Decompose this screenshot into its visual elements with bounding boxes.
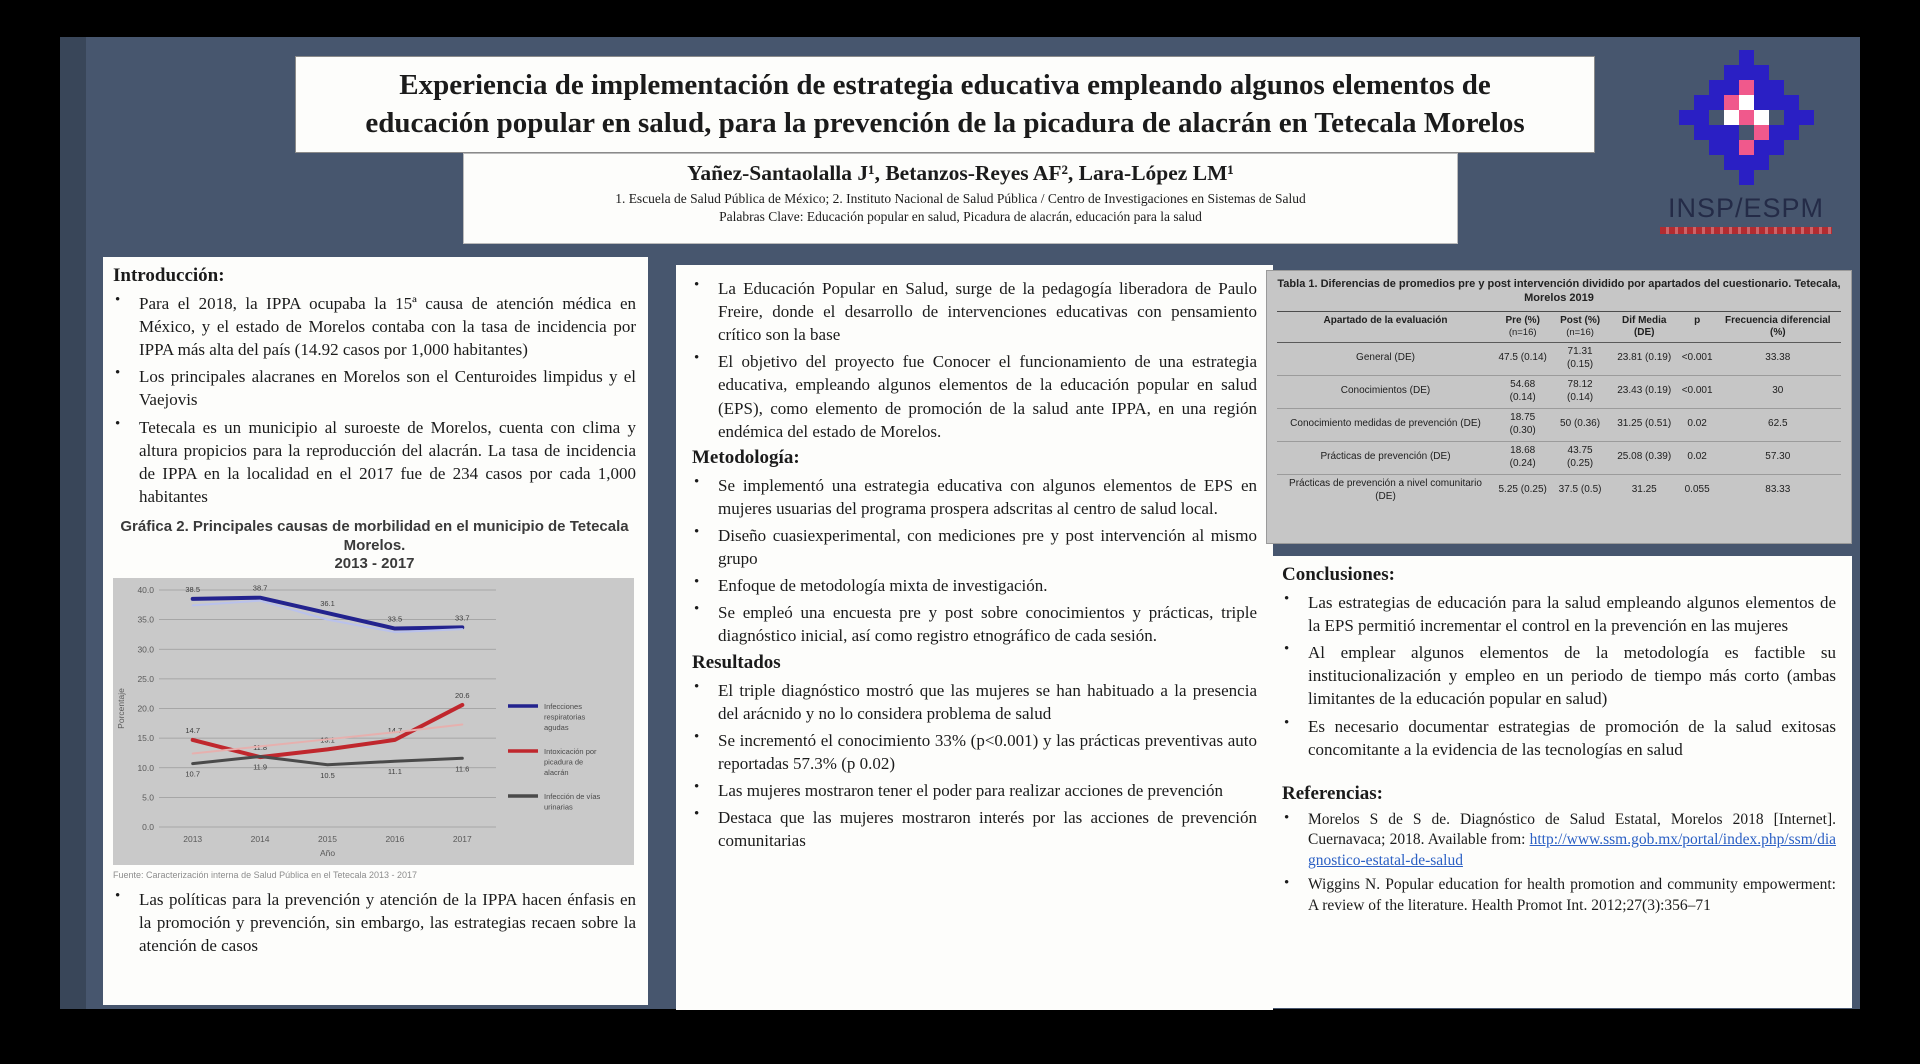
x-tick-label: 2015 bbox=[318, 834, 337, 845]
legend-label: Intoxicación por bbox=[544, 747, 597, 757]
table-cell: 71.31 (0.15) bbox=[1567, 346, 1594, 370]
series-line-infecci-n-de-v-as-urinarias bbox=[193, 757, 463, 765]
bullet-item bbox=[113, 416, 636, 508]
y-tick-label: 25.0 bbox=[137, 674, 154, 685]
table-cell: 0.055 bbox=[1680, 474, 1715, 507]
reference-text: Morelos S de S de. Diagnóstico de Salud Estatal, Morelos 2018 [Internet]. Cuernavaca; 2018. Available from: http://www.ssm.gob.mx/portal/index.php/ssm/diagnostico-estatal-de-salud bbox=[1308, 810, 1836, 869]
data-point-label: 14.7 bbox=[185, 726, 201, 736]
legend-label: Infecciones bbox=[544, 702, 582, 712]
table-cell: Conocimiento medidas de prevención (DE) bbox=[1277, 408, 1494, 441]
bullet-text: Destaca que las mujeres mostraron interés por las acciones de prevención comunitarias bbox=[718, 808, 1257, 851]
y-tick-label: 35.0 bbox=[137, 614, 154, 625]
table-cell: 18.75 (0.30) bbox=[1494, 408, 1551, 441]
morbidity-line-chart bbox=[113, 578, 634, 865]
insp-espm-logo-tagline bbox=[1660, 227, 1832, 234]
table-cell: 83.33 bbox=[1715, 474, 1841, 507]
table-header-cell: Post (%) (n=16) bbox=[1560, 314, 1601, 338]
y-tick-label: 10.0 bbox=[137, 762, 154, 773]
table-header-cell: Apartado de la evaluación bbox=[1323, 314, 1448, 326]
keywords-line: Palabras Clave: Educación popular en salud, Picadura de alacrán, educación para la salud bbox=[719, 209, 1202, 224]
bullet-item bbox=[692, 524, 1257, 570]
chart-source-note: Fuente: Caracterización interna de Salud Pública en el Tetecala 2013 - 2017 bbox=[113, 870, 418, 881]
logo-pixel bbox=[1724, 80, 1739, 95]
bullet-item bbox=[1282, 641, 1836, 710]
middle-panel bbox=[676, 265, 1273, 1010]
logo-pixel bbox=[1739, 80, 1754, 95]
logo-pixel bbox=[1769, 140, 1784, 155]
logo-pixel bbox=[1694, 125, 1709, 140]
bullet-marker: • bbox=[1284, 714, 1290, 731]
logo-pixel bbox=[1769, 80, 1784, 95]
bullet-text: Las mujeres mostraron tener el poder para realizar acciones de prevención bbox=[718, 780, 1224, 800]
bullet-marker: • bbox=[115, 415, 121, 432]
results-table-panel bbox=[1266, 270, 1852, 544]
table-cell: 23.43 (0.19) bbox=[1609, 375, 1680, 408]
bullet-text: Es necesario documentar estrategias de promoción de la salud exitosas concomitante a la evidencia de las tecnologías en salud bbox=[1308, 716, 1836, 759]
bullet-marker: • bbox=[1284, 875, 1290, 892]
bullet-marker: • bbox=[694, 806, 700, 823]
logo-pixel bbox=[1724, 140, 1739, 155]
table-header-cell: p bbox=[1694, 314, 1701, 326]
logo-pixel bbox=[1754, 95, 1769, 110]
reference-item bbox=[1282, 810, 1836, 871]
table-cell: Conocimientos (DE) bbox=[1277, 375, 1494, 408]
x-axis-title: Año bbox=[319, 848, 336, 859]
y-tick-label: 30.0 bbox=[137, 644, 154, 655]
methodology-heading: Metodología: bbox=[692, 446, 800, 468]
bullet-item bbox=[692, 601, 1257, 647]
bullet-item bbox=[692, 574, 1257, 597]
introduction-closing-bullet-list bbox=[113, 888, 636, 957]
table-cell: <0.001 bbox=[1681, 352, 1713, 364]
logo-pixel bbox=[1709, 125, 1724, 140]
logo-pixel bbox=[1784, 125, 1799, 140]
logo-pixel bbox=[1754, 65, 1769, 80]
bullet-text: Tetecala es un municipio al suroeste de Morelos, cuenta con clima y altura propicios para la reproducción del alacrán. La tasa de incidencia de IPPA en la localidad en el 2017 fue de 234 casos por cada 1,000 habitantes bbox=[139, 417, 636, 506]
logo-pixel bbox=[1694, 95, 1709, 110]
bullet-marker: • bbox=[1284, 809, 1290, 826]
results-heading: Resultados bbox=[692, 651, 781, 673]
table-cell: 62.5 bbox=[1715, 408, 1841, 441]
x-tick-label: 2016 bbox=[385, 834, 405, 845]
table-cell: 18.68 (0.24) bbox=[1494, 441, 1551, 474]
introduction-bullet-list bbox=[113, 292, 636, 508]
introduction-panel bbox=[103, 257, 648, 1005]
bullet-item bbox=[692, 679, 1257, 725]
legend-label: Infección de vías bbox=[544, 792, 601, 802]
table-header-cell: Dif Media (DE) bbox=[1621, 314, 1667, 338]
methodology-bullet-list bbox=[692, 474, 1257, 648]
table-row bbox=[1277, 474, 1841, 507]
y-tick-label: 40.0 bbox=[137, 585, 154, 596]
logo-pixel bbox=[1754, 110, 1769, 125]
x-tick-label: 2013 bbox=[183, 834, 203, 845]
logo-pixel bbox=[1709, 95, 1724, 110]
bullet-marker: • bbox=[694, 778, 700, 795]
table-cell: 0.02 bbox=[1680, 441, 1715, 474]
data-point-label: 11.6 bbox=[455, 764, 470, 774]
results-bullet-list bbox=[692, 679, 1257, 853]
logo-pixel bbox=[1709, 80, 1724, 95]
logo-pixel bbox=[1724, 65, 1739, 80]
table-cell: Prácticas de prevención a nivel comunitario (DE) bbox=[1277, 474, 1494, 507]
data-point-label: 33.7 bbox=[454, 613, 470, 623]
logo-pixel bbox=[1739, 65, 1754, 80]
logo-pixel bbox=[1754, 80, 1769, 95]
pre-post-results-table bbox=[1277, 311, 1841, 507]
logo-pixel bbox=[1679, 110, 1694, 125]
bullet-text: Enfoque de metodología mixta de investigación. bbox=[718, 576, 1048, 596]
bullet-text: Los principales alacranes en Morelos son el Centuroides limpidus y el Vaejovis bbox=[139, 367, 636, 410]
data-point-label: 10.5 bbox=[320, 771, 335, 781]
table-cell: 31.25 bbox=[1609, 474, 1680, 507]
data-point-label: 38.7 bbox=[252, 583, 268, 593]
data-point-label: 11.9 bbox=[253, 762, 268, 772]
bullet-marker: • bbox=[115, 292, 121, 308]
y-tick-label: 15.0 bbox=[137, 733, 154, 744]
bullet-text: Las estrategias de educación para la salud empleando algunos elementos de la EPS permitió incrementar el control en la prevención en las mujeres bbox=[1308, 593, 1836, 636]
reference-link[interactable]: http://www.ssm.gob.mx/portal/index.php/ssm/diagnostico-estatal-de-salud bbox=[1308, 831, 1836, 869]
bullet-item bbox=[113, 888, 636, 957]
logo-pixel bbox=[1709, 140, 1724, 155]
bullet-text: Se incrementó el conocimiento 33% (p<0.001) y las prácticas preventivas auto reportadas 57.3% (p 0.02) bbox=[718, 730, 1257, 773]
chart-title-line2: 2013 - 2017 bbox=[334, 555, 415, 573]
bullet-marker: • bbox=[694, 523, 700, 540]
background-objective-bullet-list bbox=[692, 277, 1257, 443]
table-cell: 50 (0.36) bbox=[1551, 408, 1608, 441]
references-heading: Referencias: bbox=[1282, 782, 1383, 804]
reference-text: Wiggins N. Popular education for health promotion and community empowerment: A review of the literature. Health Promot Int. 2012;27(3):356–71 bbox=[1308, 876, 1836, 914]
bullet-text: Se empleó una encuesta pre y post sobre conocimientos y prácticas, triple diagnóstico inicial, así como registro etnográfico de cada sesión. bbox=[718, 603, 1257, 646]
bullet-marker: • bbox=[694, 277, 700, 293]
chart-title bbox=[113, 518, 636, 574]
table-cell: 23.81 (0.19) bbox=[1617, 352, 1672, 364]
legend-label: picadura de bbox=[544, 757, 584, 767]
logo-pixel bbox=[1739, 95, 1754, 110]
insp-espm-logo-text: INSP/ESPM bbox=[1667, 193, 1825, 223]
logo-pixel bbox=[1754, 155, 1769, 170]
table-header-cell: Pre (%) (n=16) bbox=[1505, 314, 1540, 338]
bullet-item bbox=[692, 350, 1257, 442]
bullet-item bbox=[692, 806, 1257, 852]
logo-pixel bbox=[1769, 125, 1784, 140]
spacer bbox=[1282, 765, 1836, 781]
y-tick-label: 5.0 bbox=[142, 792, 154, 803]
logo-pixel bbox=[1799, 110, 1814, 125]
data-point-label: 11.8 bbox=[253, 743, 268, 753]
x-tick-label: 2017 bbox=[452, 834, 472, 845]
table-row bbox=[1277, 441, 1841, 474]
bullet-marker: • bbox=[115, 888, 121, 905]
logo-pixel bbox=[1724, 110, 1739, 125]
data-point-label: 11.1 bbox=[387, 767, 402, 777]
bullet-item bbox=[692, 474, 1257, 520]
bullet-marker: • bbox=[1284, 591, 1290, 607]
table-cell: 43.75 (0.25) bbox=[1551, 441, 1608, 474]
reference-item bbox=[1282, 875, 1836, 916]
bullet-marker: • bbox=[115, 365, 121, 382]
table-cell: <0.001 bbox=[1680, 375, 1715, 408]
logo-pixel bbox=[1739, 155, 1754, 170]
bullet-text: El objetivo del proyecto fue Conocer el funcionamiento de una estrategia educativa, empleando algunos elementos de la educación popular en salud (EPS), como elemento de promoción de la salud ante IPPA, en una región endémica del estado de Morelos. bbox=[718, 352, 1257, 441]
bullet-text: El triple diagnóstico mostró que las mujeres se han habituado a la presencia del arácnido y no lo considera problema de salud bbox=[718, 680, 1257, 723]
table-title: Tabla 1. Diferencias de promedios pre y post intervención dividido por apartados del cuestionario. Tetecala, Morelos 2019 bbox=[1277, 278, 1841, 304]
bullet-item bbox=[692, 277, 1257, 346]
data-point-label: 20.6 bbox=[454, 691, 470, 701]
bullet-marker: • bbox=[1284, 641, 1290, 658]
bullet-item bbox=[113, 365, 636, 411]
logo-pixel bbox=[1739, 140, 1754, 155]
table-cell: 0.02 bbox=[1680, 408, 1715, 441]
legend-label: urinarias bbox=[544, 802, 573, 812]
table-cell: 78.12 (0.14) bbox=[1551, 375, 1608, 408]
table-cell: 25.08 (0.39) bbox=[1609, 441, 1680, 474]
x-tick-label: 2014 bbox=[250, 834, 270, 845]
table-cell: 47.5 (0.14) bbox=[1498, 352, 1547, 364]
table-cell: 30 bbox=[1715, 375, 1841, 408]
logo-pixel bbox=[1769, 95, 1784, 110]
logo-pixel bbox=[1724, 155, 1739, 170]
slide-left-edge bbox=[60, 37, 86, 1009]
authors-line: Yañez-Santaolalla J¹, Betanzos-Reyes AF², Lara-López LM¹ bbox=[687, 161, 1234, 185]
logo-pixel bbox=[1754, 140, 1769, 155]
logo-pixel bbox=[1724, 95, 1739, 110]
bullet-marker: • bbox=[694, 574, 700, 591]
conclusions-bullet-list bbox=[1282, 591, 1836, 761]
introduction-heading: Introducción: bbox=[113, 265, 225, 286]
affiliations-line: 1. Escuela de Salud Pública de México; 2. Instituto Nacional de Salud Pública / Centro de Investigaciones en Sistemas de Salud bbox=[615, 191, 1306, 206]
bullet-item bbox=[113, 292, 636, 361]
table-row bbox=[1277, 375, 1841, 408]
bullet-text: Diseño cuasiexperimental, con mediciones pre y post intervención al mismo grupo bbox=[718, 525, 1257, 569]
conclusions-panel bbox=[1266, 556, 1852, 1008]
bullet-marker: • bbox=[694, 678, 700, 695]
conclusions-heading: Conclusiones: bbox=[1282, 564, 1395, 585]
references-list bbox=[1282, 810, 1836, 916]
logo-pixel bbox=[1739, 170, 1754, 185]
table-cell: 54.68 (0.14) bbox=[1494, 375, 1551, 408]
table-cell: Prácticas de prevención (DE) bbox=[1277, 441, 1494, 474]
bullet-text: Las políticas para la prevención y atención de la IPPA hacen énfasis en la promoción y prevención, sin embargo, las estrategias recaen sobre la atención de casos bbox=[139, 890, 636, 956]
logo-pixel bbox=[1754, 125, 1769, 140]
table-header-row bbox=[1277, 311, 1841, 342]
logo-pixel bbox=[1739, 110, 1754, 125]
poster-title: Experiencia de implementación de estrategia educativa empleando algunos elementos de educación popular en salud, para la prevención de la picadura de alacrán en Tetecala Morelos bbox=[365, 68, 1525, 139]
legend-label: respiratorias bbox=[544, 712, 586, 722]
poster-title-box bbox=[295, 56, 1595, 153]
bullet-marker: • bbox=[694, 473, 700, 490]
table-cell: 5.25 (0.25) bbox=[1494, 474, 1551, 507]
bullet-marker: • bbox=[694, 728, 700, 745]
y-tick-label: 20.0 bbox=[137, 703, 154, 714]
table-cell: General (DE) bbox=[1356, 352, 1415, 364]
logo-pixel bbox=[1739, 50, 1754, 65]
legend-label: alacrán bbox=[544, 768, 569, 778]
table-cell: 57.30 bbox=[1715, 441, 1841, 474]
table-header-cell: Frecuencia diferencial (%) bbox=[1724, 314, 1831, 338]
bullet-marker: • bbox=[694, 350, 700, 367]
logo-pixel bbox=[1784, 95, 1799, 110]
data-point-label: 13.1 bbox=[320, 735, 335, 745]
legend-label: agudas bbox=[544, 723, 569, 733]
bullet-marker: • bbox=[694, 601, 700, 618]
data-point-label: 36.1 bbox=[320, 599, 335, 609]
data-point-label: 38.5 bbox=[185, 585, 201, 595]
y-tick-label: 0.0 bbox=[142, 822, 154, 833]
bullet-text: Al emplear algunos elementos de la metodología es factible su institucionalización y empleo en un periodo de tiempo más corto (ambas limitantes de la educación popular en salud) bbox=[1308, 643, 1836, 709]
logo-pixel bbox=[1784, 110, 1799, 125]
data-point-label: 14.7 bbox=[387, 726, 403, 736]
bullet-item bbox=[1282, 591, 1836, 637]
table-cell: 31.25 (0.51) bbox=[1609, 408, 1680, 441]
bullet-item bbox=[1282, 715, 1836, 761]
table-row bbox=[1277, 408, 1841, 441]
y-axis-title: Porcentaje bbox=[116, 688, 126, 730]
chart-title-line1: Gráfica 2. Principales causas de morbilidad en el municipio de Tetecala Morelos. bbox=[120, 517, 629, 554]
logo-pixel bbox=[1724, 125, 1739, 140]
logo-pixel bbox=[1694, 110, 1709, 125]
bullet-text: Se implementó una estrategia educativa con algunos elementos de EPS en mujeres usuarias del programa prospera adscritas al centro de salud local. bbox=[718, 475, 1257, 518]
table-row bbox=[1277, 342, 1841, 375]
data-point-label: 33.5 bbox=[387, 614, 403, 624]
data-point-label: 10.7 bbox=[185, 769, 201, 779]
bullet-text: Para el 2018, la IPPA ocupaba la 15ª causa de atención médica en México, y el estado de Morelos contaba con la tasa de incidencia por IPPA más alta del país (14.92 casos por 1,000 habitantes) bbox=[139, 294, 636, 360]
insp-espm-logo bbox=[1636, 50, 1856, 255]
bullet-text: La Educación Popular en Salud, surge de la pedagogía liberadora de Paulo Freire, donde el desarrollo de intervenciones educativas con pensamiento crítico son la base bbox=[718, 279, 1257, 345]
table-cell: 37.5 (0.5) bbox=[1551, 474, 1608, 507]
insp-espm-logo-icon bbox=[1679, 50, 1814, 185]
bullet-item bbox=[692, 729, 1257, 775]
authors-box bbox=[463, 153, 1458, 244]
bullet-item bbox=[692, 779, 1257, 802]
table-cell: 33.38 bbox=[1765, 352, 1791, 364]
